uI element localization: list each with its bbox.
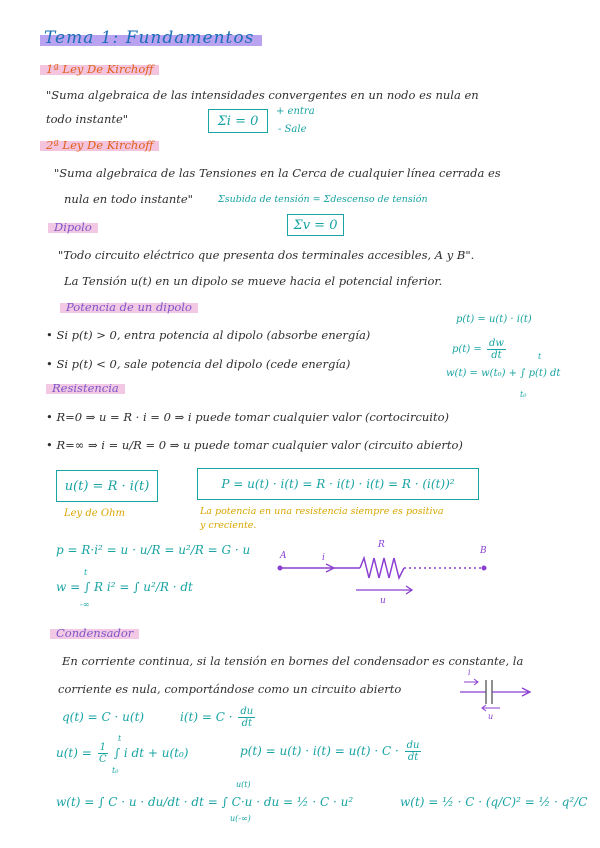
dipolo-line1: "Todo circuito eléctrico que presenta dos terminales accesibles, A y B". <box>58 248 475 262</box>
potencia-formula-1: p(t) = u(t) · i(t) <box>456 314 532 325</box>
resistencia-line2: • R=∞ ⇒ i = u/R = 0 ⇒ u puede tomar cualquier valor (circuito abierto) <box>46 438 463 452</box>
circuit-label-i: i <box>322 553 325 563</box>
kirchoff-2-line2: nula en todo instante" <box>64 192 193 206</box>
condensador-u-limit-bottom: t₀ <box>112 766 119 775</box>
potencia-line2: • Si p(t) < 0, sale potencia del dipolo (cede energía) <box>46 357 351 371</box>
condensador-formula-u: u(t) = $\frac{1}{C}$ ∫ i dt + u(t₀) <box>56 742 189 765</box>
resistencia-line1: • R=0 ⇒ u = R · i = 0 ⇒ i puede tomar cualquier valor (cortocircuito) <box>46 410 450 424</box>
condensador-formula-w: w(t) = ∫ C · u · du/dt · dt = ∫ C·u · du = ½ · C · u² <box>56 795 354 809</box>
kirchoff-2-formula: Σsubida de tensión = Σdescenso de tensión <box>218 194 428 205</box>
heading-kirchoff-1: 1ª Ley De Kirchoff <box>40 62 159 76</box>
cap-label-i: i <box>468 668 471 677</box>
heading-kirchoff-2: 2ª Ley De Kirchoff <box>40 138 159 152</box>
potencia-formula-3: w(t) = w(t₀) + ∫ p(t) dt <box>446 368 561 379</box>
capacitor-circuit <box>460 679 530 711</box>
condensador-formula-q: q(t) = C · u(t) <box>62 710 145 724</box>
note-sale: - Sale <box>278 124 307 135</box>
resistencia-caption-1: La potencia en una resistencia siempre es positiva <box>200 506 444 517</box>
condensador-w-limit-bottom: u(-∞) <box>230 814 251 823</box>
ohm-caption: Ley de Ohm <box>64 508 126 519</box>
kirchoff-2-box: Σv = 0 <box>287 214 344 236</box>
circuit-label-u: u <box>380 596 386 606</box>
condensador-w-limit-top: u(t) <box>236 780 251 789</box>
potencia-resistencia-box: P = u(t) · i(t) = R · i(t) · i(t) = R · (i(t))² <box>197 468 479 500</box>
resistencia-formula-w: w = ∫ R i² = ∫ u²/R · dt <box>56 580 193 594</box>
kirchoff-1-line2: todo instante" <box>46 112 129 126</box>
circuit-label-r: R <box>378 540 385 550</box>
node-b <box>482 566 487 571</box>
kirchoff-1-line1: "Suma algebraica de las intensidades convergentes en un nodo es nula en <box>46 88 479 102</box>
heading-resistencia: Resistencia <box>46 381 125 395</box>
resistencia-formula-p: p = R·i² = u · u/R = u²/R = G · u <box>56 543 251 557</box>
heading-condensador: Condensador <box>50 626 139 640</box>
condensador-formula-w-q: w(t) = ½ · C · (q/C)² = ½ · q²/C <box>400 795 588 809</box>
resistor-circuit <box>278 558 487 594</box>
resistencia-limit-top: t <box>84 568 88 577</box>
ohm-box: u(t) = R · i(t) <box>56 470 158 502</box>
note-entra: + entra <box>276 106 315 117</box>
condensador-formula-i: i(t) = C · $\frac{du}{dt}$ <box>180 706 254 729</box>
condensador-line1: En corriente continua, si la tensión en bornes del condensador es constante, la <box>62 654 524 668</box>
dipolo-line2: La Tensión u(t) en un dipolo se mueve hacia el potencial inferior. <box>64 274 443 288</box>
potencia-line1: • Si p(t) > 0, entra potencia al dipolo (absorbe energía) <box>46 328 371 342</box>
potencia-formula-2: p(t) = $\frac{dw}{dt}$ <box>452 338 504 361</box>
node-a <box>278 566 283 571</box>
circuit-label-b: B <box>480 546 487 556</box>
condensador-u-limit-top: t <box>118 734 122 743</box>
kirchoff-2-line1: "Suma algebraica de las Tensiones en la Cerca de cualquier línea cerrada es <box>54 166 501 180</box>
page-title: Tema 1: Fundamentos <box>40 28 262 48</box>
kirchoff-1-box: Σi = 0 <box>208 109 268 133</box>
circuit-label-a: A <box>280 551 287 561</box>
heading-dipolo: Dipolo <box>48 220 98 234</box>
resistencia-limit-bottom: -∞ <box>80 600 90 609</box>
cap-label-u: u <box>488 712 494 721</box>
condensador-line2: corriente es nula, comportándose como un circuito abierto <box>58 682 402 696</box>
condensador-formula-p: p(t) = u(t) · i(t) = u(t) · C · $\frac{du}{dt}$ <box>240 740 420 763</box>
potencia-limit-top: t <box>538 352 542 361</box>
resistor-zigzag <box>360 558 404 578</box>
potencia-limit-bottom: t₀ <box>520 390 527 399</box>
heading-potencia: Potencia de un dipolo <box>60 300 198 314</box>
resistencia-caption-2: y creciente. <box>200 520 257 531</box>
